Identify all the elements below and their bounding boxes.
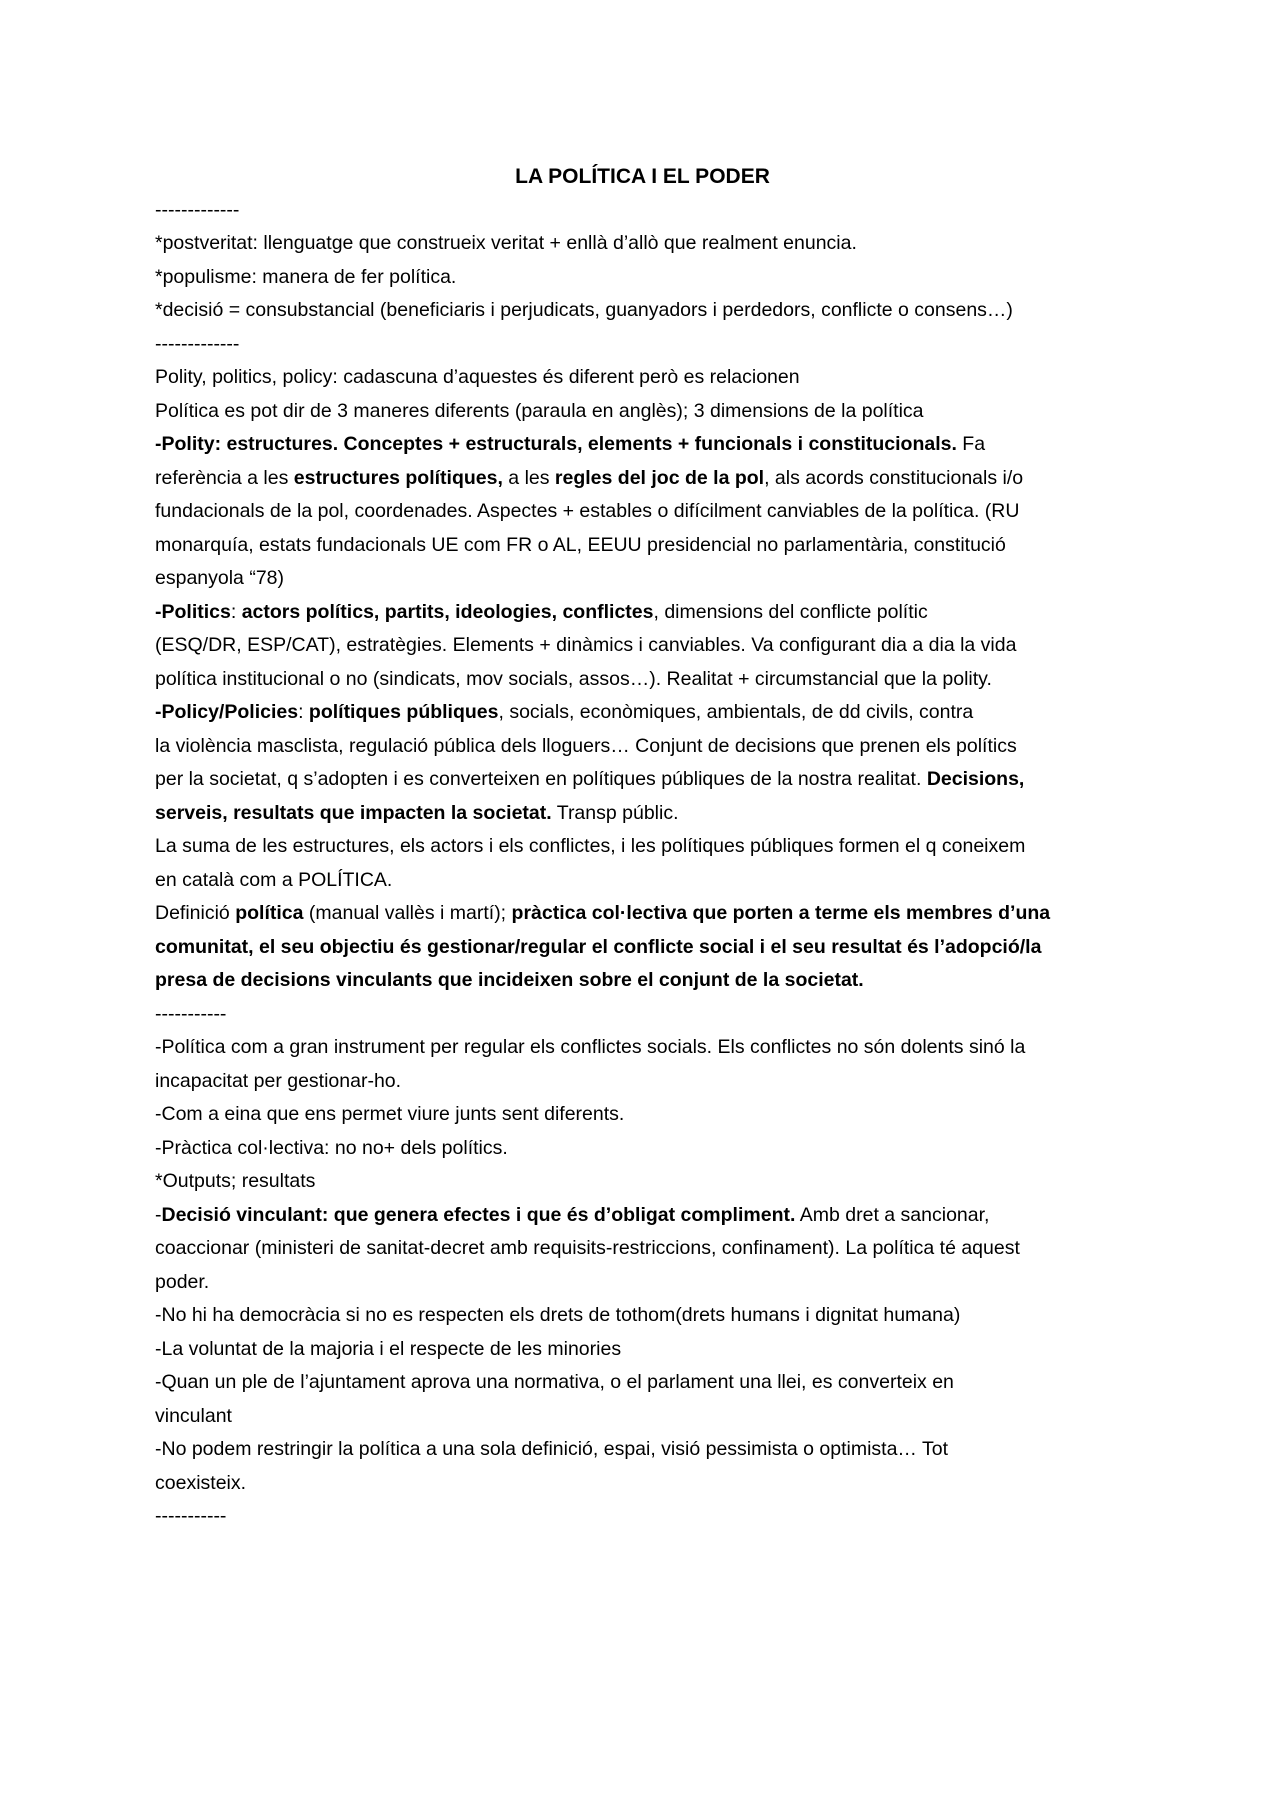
text-run: espanyola “78) [155,567,284,589]
text-line [155,1065,1130,1099]
text-run: a les [502,466,555,489]
text-run: La suma de les estructures, els actors i els conflictes, i les polítiques públiques formen el q coneixem [155,835,1026,857]
text-line [155,529,1130,563]
text-run: : [298,701,309,723]
text-line [155,1366,1130,1400]
text-run: coexisteix. [155,1471,247,1494]
text-run: Transp públic. [551,801,679,824]
text-line [155,1299,1130,1333]
text-line [155,1266,1130,1300]
text-run: Polity, politics, policy: cadascuna d’aquestes és diferent però es relacionen [155,366,800,388]
text-line [155,194,1130,228]
text-line [155,1400,1130,1434]
text-line [155,1467,1130,1501]
text-line [155,361,1130,395]
text-line [155,763,1130,797]
text-line [155,998,1130,1032]
text-line [155,1433,1130,1467]
bold-text: serveis, resultats que impacten la societat. [155,801,552,824]
text-run: *postveritat: llenguatge que construeix veritat + enllà d’allò que realment enuncia. [155,232,857,254]
text-run: ------------- [155,332,240,355]
text-run: ----------- [155,1505,227,1527]
bold-text: actors polítics, partits, ideologies, conflictes [241,600,654,623]
text-run: Política es pot dir de 3 maneres diferents (paraula en anglès); 3 dimensions de la política [155,399,924,422]
text-run: ----------- [155,1002,227,1025]
text-run: Amb dret a sancionar, [795,1203,990,1226]
text-run: -Com a eina que ens permet viure junts sent diferents. [155,1103,625,1125]
bold-text: estructures polítiques, [293,466,503,489]
text-line [155,931,1130,965]
text-line [155,663,1130,697]
text-run: (manual vallès i martí); [303,902,512,924]
text-run: , als acords constitucionals i/o [764,466,1024,489]
document-body [155,194,1130,1534]
text-run: ------------- [155,198,240,221]
text-line [155,562,1130,596]
text-run: vinculant [155,1404,232,1427]
text-run: Fa [956,433,986,455]
text-line [155,696,1130,730]
text-run: -Pràctica col·lectiva: no no+ dels polítics. [155,1136,508,1159]
bold-text: pràctica col·lectiva que porten a terme els membres d’una [511,902,1051,924]
text-line [155,897,1130,931]
text-run: -Política com a gran instrument per regular els conflictes socials. Els conflictes no són dolents sinó la [155,1036,1026,1058]
text-run: -No hi ha democràcia si no es respecten els drets de tothom(drets humans i dignitat humana) [155,1304,961,1326]
text-line [155,495,1130,529]
text-line [155,1500,1130,1534]
text-line [155,1199,1130,1233]
text-run: coaccionar (ministeri de sanitat-decret amb requisits-restriccions, confinament). La política té aquest [155,1237,1020,1259]
text-run: la violència masclista, regulació pública dels lloguers… Conjunt de decisions que prenen els polítics [155,734,1017,757]
text-run: incapacitat per gestionar-ho. [155,1069,402,1092]
text-line [155,830,1130,864]
text-run: *Outputs; resultats [155,1170,316,1192]
text-run: poder. [155,1270,210,1293]
bold-text: política [235,902,304,924]
bold-text: Decisions, [926,768,1025,790]
text-line [155,428,1130,462]
bold-text: comunitat, el seu objectiu és gestionar/regular el conflicte social i el seu resultat és l’adopció/la [155,935,1042,958]
text-line [155,864,1130,898]
text-line [155,395,1130,429]
bold-text: regles del joc de la pol [554,466,765,489]
text-run: , dimensions del conflicte polític [653,600,928,623]
text-run: política institucional o no (sindicats, mov socials, assos…). Realitat + circumstancial que la polity. [155,667,992,690]
text-line [155,1165,1130,1199]
text-line [155,1333,1130,1367]
bold-text: -Politics [155,600,231,623]
bold-text: -Polity: estructures. Conceptes + estructurals, elements + funcionals i constitucionals. [155,433,957,455]
document-page [155,160,1130,1534]
text-run: Definició [155,902,236,924]
bold-text: presa de decisions vinculants que incideixen sobre el conjunt de la societat. [155,969,864,991]
text-run: *decisió = consubstancial (beneficiaris i perjudicats, guanyadors i perdedors, conflicte o consens…) [155,299,1013,321]
text-run: , socials, econòmiques, ambientals, de dd civils, contra [498,701,974,723]
text-run: *populisme: manera de fer política. [155,265,457,288]
text-line [155,328,1130,362]
text-line [155,261,1130,295]
text-run: monarquía, estats fundacionals UE com FR o AL, EEUU presidencial no parlamentària, constitució [155,533,1006,556]
text-run: fundacionals de la pol, coordenades. Aspectes + estables o difícilment canviables de la política. (RU [155,500,1020,522]
text-run: en català com a POLÍTICA. [155,868,393,891]
bold-text: polítiques públiques [308,701,499,723]
text-run: (ESQ/DR, ESP/CAT), estratègies. Elements + dinàmics i canviables. Va configurant dia a dia la vida [155,634,1017,656]
text-line [155,730,1130,764]
text-run: referència a les [155,466,294,489]
text-line [155,1232,1130,1266]
text-run: - [155,1203,162,1226]
text-run: -La voluntat de la majoria i el respecte de les minories [155,1337,622,1360]
text-line [155,596,1130,630]
bold-text: Decisió vinculant: que genera efectes i que és d’obligat compliment. [161,1203,796,1226]
text-line [155,1031,1130,1065]
text-run: per la societat, q s’adopten i es converteixen en polítiques públiques de la nostra realitat. [155,768,927,790]
text-line [155,462,1130,496]
text-line [155,227,1130,261]
document-title: LA POLÍTICA I EL PODER [515,165,770,188]
text-line [155,294,1130,328]
text-run: -No podem restringir la política a una sola definició, espai, visió pessimista o optimista… Tot [155,1438,949,1460]
text-line [155,1098,1130,1132]
text-line [155,629,1130,663]
bold-text: -Policy/Policies [155,701,299,723]
text-run: : [230,600,242,623]
text-run: -Quan un ple de l’ajuntament aprova una normativa, o el parlament una llei, es converteix en [155,1371,954,1393]
text-line [155,964,1130,998]
text-line [155,797,1130,831]
text-line [155,1132,1130,1166]
